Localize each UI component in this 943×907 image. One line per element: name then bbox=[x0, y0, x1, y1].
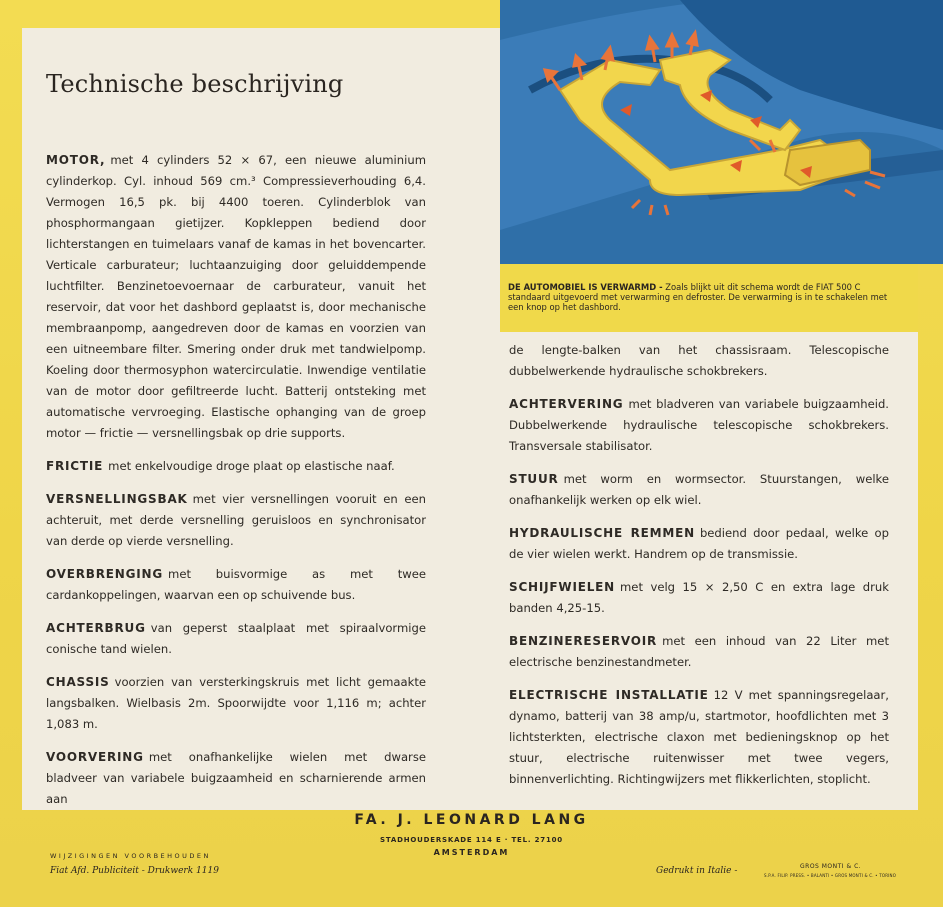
spec-versnellingsbak bbox=[46, 489, 426, 552]
spec-text: met bladveren van variabele buigzaamheid. Dubbelwerkende hydraulische telescopische schokbrekers. Transversale stabilisator. bbox=[509, 397, 889, 453]
spec-heading: OVERBRENGING bbox=[46, 567, 164, 581]
spec-achterbrug bbox=[46, 618, 426, 660]
spec-heading: VERSNELLINGSBAK bbox=[46, 492, 188, 506]
printer-detail: S.P.A. FILIP. PRESS. • BALANTI • GROS MONTI & C. • TORINO bbox=[764, 873, 897, 878]
spec-stuur bbox=[509, 469, 889, 511]
spec-schijfwielen bbox=[509, 577, 889, 619]
spec-text: van geperst staalplaat met spiraalvormige conische tand wielen. bbox=[46, 621, 426, 656]
spec-heading: STUUR bbox=[509, 472, 559, 486]
spec-benzinereservoir bbox=[509, 631, 889, 673]
spec-heading: HYDRAULISCHE REMMEN bbox=[509, 526, 695, 540]
spec-achtervering bbox=[509, 394, 889, 457]
dealer-city: AMSTERDAM bbox=[433, 848, 510, 857]
spec-heading: ACHTERVERING bbox=[509, 397, 624, 411]
spec-text: voorzien van versterkingskruis met licht gemaakte langsbalken. Wielbasis 2m. Spoorwijdte voor 1,116 m; achter 1,083 m. bbox=[46, 675, 426, 731]
spec-overbrenging bbox=[46, 564, 426, 606]
spec-remmen bbox=[509, 523, 889, 565]
spec-chassis bbox=[46, 672, 426, 735]
spec-heading: VOORVERING bbox=[46, 750, 144, 764]
spec-text: met buisvormige as met twee cardankoppelingen, waarvan een op schuivende bus. bbox=[46, 567, 426, 602]
spec-text: met onafhankelijke wielen met dwarse bladveer van variabele buigzaamheid en scharnierende armen aan bbox=[46, 750, 426, 806]
heating-duct-diagram bbox=[500, 0, 943, 264]
page-title: Technische beschrijving bbox=[46, 70, 344, 98]
spec-electrische-installatie bbox=[509, 685, 889, 790]
spec-heading: ELECTRISCHE INSTALLATIE bbox=[509, 688, 709, 702]
illustration-caption bbox=[508, 282, 900, 312]
spec-text: 12 V met spanningsregelaar, dynamo, batterij van 38 amp/u, startmotor, hoofdlichten met 3 lichtsterkten, electrische claxon met bedieningsknop op het stuur, electrische ruitenwisser met twee vegers, binnenverlichting. Richtingwijzers met flikkerlichten, stoplicht. bbox=[509, 688, 889, 786]
spec-text: met velg 15 × 2,50 C en extra lage druk banden 4,25-15. bbox=[509, 580, 889, 615]
spec-text: bediend door pedaal, welke op de vier wielen werkt. Handrem op de transmissie. bbox=[509, 526, 889, 561]
spec-text: met een inhoud van 22 Liter met electrische benzinestandmeter. bbox=[509, 634, 889, 669]
spec-voorvering-continued bbox=[509, 340, 889, 382]
publisher-note: Fiat Afd. Publiciteit - Drukwerk 1119 bbox=[50, 866, 219, 876]
heating-diagram-illustration bbox=[500, 0, 943, 264]
changes-notice: WIJZIGINGEN VOORBEHOUDEN bbox=[50, 852, 211, 860]
spec-text: met enkelvoudige droge plaat op elastische naaf. bbox=[108, 459, 395, 473]
spec-text: met worm en wormsector. Stuurstangen, welke onafhankelijk werken op elk wiel. bbox=[509, 472, 889, 507]
spec-motor bbox=[46, 150, 426, 444]
spec-heading: FRICTIE bbox=[46, 459, 104, 473]
spec-heading: BENZINERESERVOIR bbox=[509, 634, 658, 648]
caption-head: DE AUTOMOBIEL IS VERWARMD - bbox=[508, 282, 663, 292]
printed-in-note: Gedrukt in Italie - bbox=[656, 866, 738, 876]
printer-name: GROS MONTI & C. bbox=[800, 863, 862, 870]
right-column bbox=[509, 340, 889, 802]
spec-heading: SCHIJFWIELEN bbox=[509, 580, 616, 594]
spec-text: de lengte-balken van het chassisraam. Telescopische dubbelwerkende hydraulische schokbrekers. bbox=[509, 343, 889, 378]
dealer-address: STADHOUDERSKADE 114 E · TEL. 27100 bbox=[380, 836, 563, 844]
spec-frictie bbox=[46, 456, 426, 477]
dealer-name: FA. J. LEONARD LANG bbox=[354, 812, 589, 828]
spec-text: met vier versnellingen vooruit en een achteruit, met derde versnelling geruisloos en synchronisator van derde op vierde versnelling. bbox=[46, 492, 426, 548]
spec-heading: MOTOR, bbox=[46, 153, 106, 167]
left-column bbox=[46, 150, 426, 822]
spec-text: met 4 cylinders 52 × 67, een nieuwe aluminium cylinderkop. Cyl. inhoud 569 cm.³ Compressieverhouding 6,4. Vermogen 16,5 pk. bij 4400 toeren. Cylinderblok van phosphormangaan gietijzer. Kopkleppen bediend door lichterstangen en tuimelaars vanaf de kamas in het bovencarter. Verticale carburateur; luchtaanzuiging door geluiddempende luchtfilter. Benzinetoevoernaar de carburateur, vanuit het reservoir, dat voor het dashbord geplaatst is, door mechanische membraanpomp, aangedreven door de kamas en voorzien van een uitneembare filter. Smering onder druk met tandwielpomp. Koeling door thermosyphon watercirculatie. Inwendige ventilatie van de motor door gefiltreerde lucht. Batterij ontsteking met automatische vervroeging. Elastische ophanging van de groep motor — frictie — versnellingsbak op drie supports. bbox=[46, 153, 426, 440]
spec-heading: ACHTERBRUG bbox=[46, 621, 146, 635]
caption-text: Zoals blijkt uit dit schema wordt de FIAT 500 C standaard uitgevoerd met verwarming en defroster. De verwarming is in te schakelen met een knop op het dashbord. bbox=[508, 282, 888, 312]
spec-voorvering bbox=[46, 747, 426, 810]
spec-heading: CHASSIS bbox=[46, 675, 110, 689]
